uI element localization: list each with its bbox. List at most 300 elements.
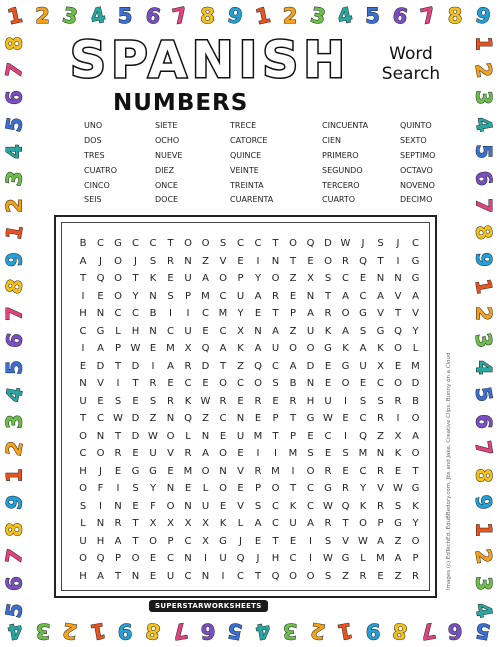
grid-letter: E	[167, 273, 174, 284]
grid-letter: Q	[184, 413, 192, 424]
grid-letter: I	[256, 448, 260, 459]
border-digit: 3	[307, 2, 328, 30]
border-digit: 2	[471, 306, 496, 321]
grid-letter: V	[219, 255, 227, 267]
grid-letter: E	[394, 360, 402, 372]
grid-letter: A	[394, 553, 402, 564]
grid-letter: N	[376, 448, 385, 459]
word-bank-word: TRECE	[230, 121, 257, 130]
grid-letter: E	[289, 535, 297, 547]
grid-letter: S	[394, 500, 402, 512]
grid-letter: U	[306, 325, 315, 337]
grid-letter: A	[254, 518, 262, 529]
border-digit: 8	[200, 4, 215, 28]
grid-letter: G	[324, 483, 332, 494]
word-bank-word: PRIMERO	[322, 150, 359, 160]
grid-letter: O	[359, 518, 367, 529]
grid-letter: E	[254, 535, 262, 547]
border-digit: 9	[1, 493, 28, 512]
grid-letter: C	[359, 413, 367, 424]
grid-letter: N	[79, 378, 87, 389]
grid-letter: N	[96, 430, 105, 442]
grid-letter: Z	[342, 570, 349, 582]
grid-letter: C	[79, 448, 87, 459]
grid-letter: A	[202, 448, 209, 459]
grid-letter: C	[219, 413, 227, 424]
grid-letter: R	[219, 395, 227, 407]
word-bank-word: QUINTO	[400, 121, 432, 130]
grid-letter: O	[411, 535, 420, 547]
grid-letter: C	[237, 238, 244, 249]
grid-letter: R	[184, 448, 192, 459]
word-bank-column	[84, 119, 117, 208]
border-digit: 7	[471, 198, 496, 213]
title-word: Word	[389, 44, 433, 64]
border-digit: 6	[142, 2, 163, 30]
border-digit: 9	[2, 252, 27, 267]
border-digit: 8	[1, 277, 28, 296]
word-bank-word: OCHO	[155, 135, 180, 145]
grid-letter: N	[306, 290, 315, 302]
word-bank-word: SEGUNDO	[322, 165, 363, 175]
grid-letter: U	[184, 325, 192, 337]
grid-letter: H	[271, 553, 280, 564]
grid-letter: K	[324, 325, 332, 337]
grid-letter: G	[376, 325, 385, 337]
grid-letter: N	[184, 255, 192, 267]
grid-letter: M	[358, 448, 368, 459]
grid-letter: B	[412, 395, 419, 407]
grid-letter: X	[184, 343, 192, 354]
grid-letter: O	[96, 448, 105, 459]
grid-letter: N	[131, 570, 140, 582]
grid-letter: R	[359, 570, 367, 582]
grid-letter: X	[184, 518, 192, 529]
grid-letter: E	[237, 395, 244, 407]
border-digit: 5	[471, 144, 496, 159]
border-digit: 9	[471, 252, 496, 267]
grid-letter: M	[183, 465, 193, 477]
word-bank-word: NOVENO	[400, 180, 435, 190]
border-digit: 7	[417, 2, 438, 30]
word-bank-column	[322, 119, 368, 208]
grid-letter: V	[167, 448, 174, 459]
grid-letter: O	[411, 413, 420, 424]
grid-letter: J	[239, 535, 242, 547]
grid-letter: A	[342, 325, 349, 337]
grid-letter: V	[394, 290, 402, 302]
grid-letter: T	[132, 378, 139, 389]
grid-letter: O	[79, 553, 87, 564]
grid-letter: G	[359, 308, 367, 319]
grid-letter: R	[167, 255, 174, 267]
grid-letter: N	[184, 500, 192, 512]
grid-letter: I	[116, 483, 120, 494]
grid-letter: L	[412, 343, 419, 354]
grid-letter: E	[97, 395, 104, 407]
grid-letter: D	[96, 360, 105, 372]
grid-letter: K	[237, 343, 244, 354]
grid-letter: K	[359, 500, 367, 512]
border-digit: 2	[60, 617, 80, 645]
grid-letter: R	[377, 465, 384, 477]
border-digit: 3	[2, 414, 27, 429]
grid-letter: X	[377, 360, 384, 372]
grid-letter: Y	[149, 483, 157, 494]
title-word-search	[374, 44, 448, 84]
grid-letter: E	[219, 430, 227, 442]
grid-letter: R	[324, 308, 332, 319]
grid-letter: E	[237, 255, 244, 267]
grid-letter: P	[377, 518, 384, 529]
grid-letter: T	[324, 290, 332, 302]
grid-letter: Y	[359, 483, 367, 494]
grid-letter: P	[254, 483, 262, 494]
grid-letter: O	[219, 378, 227, 389]
border-digit: 8	[390, 617, 410, 645]
grid-letter: H	[131, 325, 140, 337]
grid-letter: A	[79, 255, 87, 267]
grid-letter: P	[412, 553, 419, 564]
grid-letter: E	[114, 465, 122, 477]
grid-letter: L	[360, 553, 366, 564]
border-digit: 3	[471, 576, 496, 591]
border-digit: 7	[2, 306, 27, 321]
grid-letter: U	[79, 535, 87, 547]
grid-letter: W	[340, 238, 351, 249]
grid-letter: S	[359, 395, 367, 407]
grid-letter: O	[341, 378, 350, 389]
grid-letter: E	[272, 395, 279, 407]
grid-letter: Y	[412, 518, 419, 529]
grid-letter: C	[359, 290, 367, 302]
grid-letter: S	[359, 325, 367, 337]
grid-letter: E	[237, 448, 244, 459]
grid-letter: C	[184, 535, 192, 547]
grid-letter: U	[184, 273, 192, 284]
grid-letter: A	[114, 535, 122, 547]
word-bank-word: TERCERO	[322, 180, 360, 190]
grid-letter: O	[219, 483, 227, 494]
grid-letter: N	[306, 378, 315, 389]
border-digit: 2	[308, 617, 327, 645]
grid-letter: G	[324, 343, 332, 354]
grid-letter: U	[236, 430, 245, 442]
grid-letter: N	[96, 518, 105, 529]
grid-letter: A	[97, 343, 104, 354]
word-bank-word: DECIMO	[400, 195, 433, 205]
grid-letter: G	[96, 325, 105, 337]
grid-letter: Q	[96, 273, 105, 284]
grid-letter: O	[289, 238, 297, 249]
grid-letter: G	[114, 238, 122, 249]
border-digit: 5	[2, 360, 27, 375]
grid-letter: X	[167, 518, 174, 529]
word-bank-word: SEXTO	[400, 135, 427, 145]
grid-letter: P	[289, 430, 297, 442]
grid-letter: U	[79, 395, 87, 407]
grid-letter: A	[202, 273, 209, 284]
image-credit: Images (c) EdTechEd, EduBBedory.com, Jbs and Jake, Creative Clips, Bunny on a Cloud	[446, 352, 452, 590]
border-digit: 9	[365, 619, 380, 643]
grid-letter: I	[274, 448, 277, 459]
word-bank-word: DIEZ	[155, 165, 175, 175]
grid-letter: E	[149, 553, 157, 564]
grid-letter: L	[185, 430, 191, 442]
grid-letter: T	[79, 273, 87, 284]
grid-letter: K	[289, 500, 297, 512]
grid-letter: E	[254, 413, 262, 424]
grid-letter: E	[184, 483, 192, 494]
grid-letter: C	[132, 308, 139, 319]
grid-letter: C	[97, 413, 104, 424]
grid-letter: X	[307, 273, 314, 284]
grid-letter: C	[254, 238, 262, 249]
grid-letter: D	[131, 413, 140, 424]
grid-letter: N	[96, 308, 105, 319]
grid-letter: T	[289, 255, 297, 267]
grid-letter: O	[254, 378, 262, 389]
brand-logo: SUPERSTARWORKSHEETS	[149, 600, 268, 612]
border-digit: 1	[471, 36, 496, 51]
grid-letter: O	[114, 290, 122, 302]
grid-letter: W	[323, 413, 333, 424]
grid-letter: A	[307, 308, 314, 319]
grid-letter: A	[359, 343, 367, 354]
grid-letter: T	[394, 308, 402, 319]
grid-letter: P	[114, 553, 122, 564]
grid-letter: J	[99, 255, 102, 267]
grid-letter: A	[377, 535, 384, 547]
border-digit: 3	[60, 2, 80, 30]
word-bank-word: TRES	[84, 150, 105, 160]
grid-letter: S	[79, 500, 87, 512]
grid-letter: K	[149, 273, 157, 284]
grid-letter: R	[254, 465, 262, 477]
grid-letter: O	[411, 448, 420, 459]
grid-letter: E	[202, 325, 209, 337]
grid-letter: T	[289, 483, 297, 494]
border-digit: 5	[225, 617, 245, 645]
grid-letter: K	[377, 343, 384, 354]
grid-letter: R	[394, 395, 402, 407]
grid-letter: K	[412, 500, 419, 512]
border-digit: 6	[200, 619, 215, 643]
grid-letter: U	[236, 290, 245, 302]
grid-letter: E	[307, 255, 314, 267]
border-digit: 2	[35, 4, 50, 28]
grid-letter: G	[411, 255, 420, 267]
puzzle-inner-frame	[61, 222, 430, 591]
grid-letter: S	[167, 290, 174, 302]
grid-letter: I	[221, 570, 225, 582]
grid-letter: M	[253, 430, 263, 442]
grid-letter: O	[114, 255, 122, 267]
grid-letter: X	[394, 430, 402, 442]
grid-letter: O	[201, 465, 210, 477]
grid-letter: I	[309, 553, 312, 564]
border-digit: 1	[2, 468, 27, 483]
grid-letter: I	[99, 500, 102, 512]
border-digit: 8	[447, 4, 463, 28]
border-digit: 6	[447, 619, 463, 643]
grid-letter: I	[204, 553, 207, 564]
grid-letter: C	[79, 325, 87, 337]
grid-letter: K	[184, 395, 192, 407]
grid-letter: S	[342, 448, 349, 459]
grid-letter: W	[200, 395, 211, 407]
grid-letter: R	[324, 518, 332, 529]
border-digit: 7	[1, 547, 28, 566]
grid-letter: Z	[394, 570, 402, 582]
grid-letter: E	[307, 430, 314, 442]
grid-letter: E	[79, 360, 87, 372]
border-digit: 6	[1, 331, 28, 350]
border-digit: 1	[5, 2, 25, 30]
grid-letter: E	[377, 570, 384, 582]
grid-letter: V	[237, 465, 244, 477]
grid-letter: R	[412, 570, 419, 582]
grid-letter: C	[237, 570, 244, 582]
word-bank-word: QUINCE	[230, 150, 262, 160]
border-digit: 1	[335, 617, 355, 645]
grid-letter: L	[80, 518, 86, 529]
grid-letter: J	[396, 238, 400, 249]
grid-letter: D	[324, 238, 332, 249]
grid-letter: T	[132, 535, 139, 547]
word-bank-column	[155, 119, 182, 208]
border-digit: 5	[1, 601, 28, 620]
grid-letter: J	[256, 553, 260, 564]
border-digit: 1	[252, 2, 273, 30]
grid-letter: M	[166, 343, 175, 354]
grid-letter: T	[272, 535, 279, 547]
grid-letter: O	[131, 553, 140, 564]
grid-letter: G	[131, 465, 140, 477]
grid-letter: O	[201, 238, 210, 249]
grid-letter: Q	[254, 360, 262, 372]
grid-letter: P	[289, 308, 297, 319]
grid-letter: U	[359, 360, 367, 372]
border-digit: 1	[1, 223, 28, 242]
border-digit: 3	[471, 90, 496, 105]
grid-letter: C	[412, 238, 419, 249]
grid-letter: O	[166, 430, 175, 442]
border-digit: 4	[471, 360, 496, 375]
grid-letter: F	[97, 483, 104, 494]
title-spanish: SPANISH	[70, 31, 351, 89]
grid-letter: O	[166, 500, 175, 512]
border-digit: 4	[470, 115, 497, 134]
border-digit: 2	[470, 547, 497, 566]
grid-letter: M	[288, 448, 298, 459]
grid-letter: V	[237, 500, 244, 512]
word-bank-word: CINCO	[84, 180, 110, 190]
grid-letter: C	[219, 290, 227, 302]
grid-letter: T	[272, 238, 279, 249]
grid-letter: A	[272, 325, 279, 337]
grid-letter: J	[99, 465, 102, 477]
border-digit: 3	[470, 331, 497, 350]
grid-letter: O	[341, 308, 350, 319]
grid-letter: A	[254, 290, 262, 302]
grid-letter: S	[114, 395, 122, 407]
grid-letter: E	[167, 465, 174, 477]
word-bank-word: CINCUENTA	[322, 121, 369, 130]
grid-letter: I	[291, 465, 295, 477]
grid-letter: A	[167, 360, 174, 372]
grid-letter: M	[201, 290, 210, 302]
grid-letter: I	[396, 413, 400, 424]
grid-letter: S	[307, 448, 314, 459]
grid-letter: K	[219, 518, 227, 529]
grid-letter: Z	[202, 255, 209, 267]
grid-letter: C	[184, 570, 192, 582]
grid-letter: R	[377, 413, 384, 424]
grid-letter: E	[167, 378, 174, 389]
grid-letter: S	[377, 238, 384, 249]
grid-letter: Q	[341, 500, 350, 512]
grid-letter: E	[97, 290, 104, 302]
grid-letter: E	[149, 343, 157, 354]
grid-letter: J	[134, 255, 137, 267]
grid-letter: H	[306, 395, 315, 407]
grid-letter: T	[132, 273, 139, 284]
border-digit: 1	[470, 277, 497, 296]
grid-letter: C	[114, 308, 122, 319]
grid-letter: N	[166, 483, 175, 494]
title-search: Search	[381, 64, 441, 84]
grid-letter: M	[411, 360, 420, 372]
grid-letter: N	[219, 465, 227, 477]
border-digit: 6	[2, 90, 27, 105]
grid-letter: N	[271, 255, 280, 267]
grid-letter: G	[341, 553, 350, 564]
grid-letter: I	[81, 290, 85, 302]
grid-letter: F	[150, 500, 156, 512]
border-digit: 8	[143, 617, 162, 645]
word-bank-column	[400, 119, 435, 208]
grid-letter: E	[342, 413, 349, 424]
grid-letter: H	[79, 465, 87, 477]
grid-letter: S	[149, 255, 157, 267]
grid-letter: E	[324, 360, 332, 372]
grid-letter: S	[132, 483, 139, 494]
grid-letter: C	[272, 360, 279, 372]
grid-letter: M	[271, 465, 280, 477]
grid-letter: N	[184, 553, 192, 564]
grid-letter: R	[289, 395, 297, 407]
grid-letter: Q	[271, 570, 280, 582]
grid-letter: B	[149, 308, 157, 319]
grid-letter: U	[219, 553, 227, 564]
grid-letter: C	[237, 378, 244, 389]
border-digit: 2	[2, 198, 27, 213]
grid-letter: N	[236, 413, 245, 424]
grid-letter: G	[149, 465, 157, 477]
grid-letter: L	[237, 518, 244, 529]
border-digit: 4	[2, 144, 27, 159]
grid-letter: A	[377, 290, 384, 302]
grid-letter: R	[272, 290, 279, 302]
grid-letter: I	[256, 255, 260, 267]
grid-letter: Q	[236, 553, 245, 564]
grid-letter: T	[79, 413, 87, 424]
grid-letter: R	[184, 360, 192, 372]
border-digit: 1	[88, 617, 107, 645]
grid-letter: Z	[289, 273, 297, 284]
grid-letter: T	[167, 238, 174, 249]
